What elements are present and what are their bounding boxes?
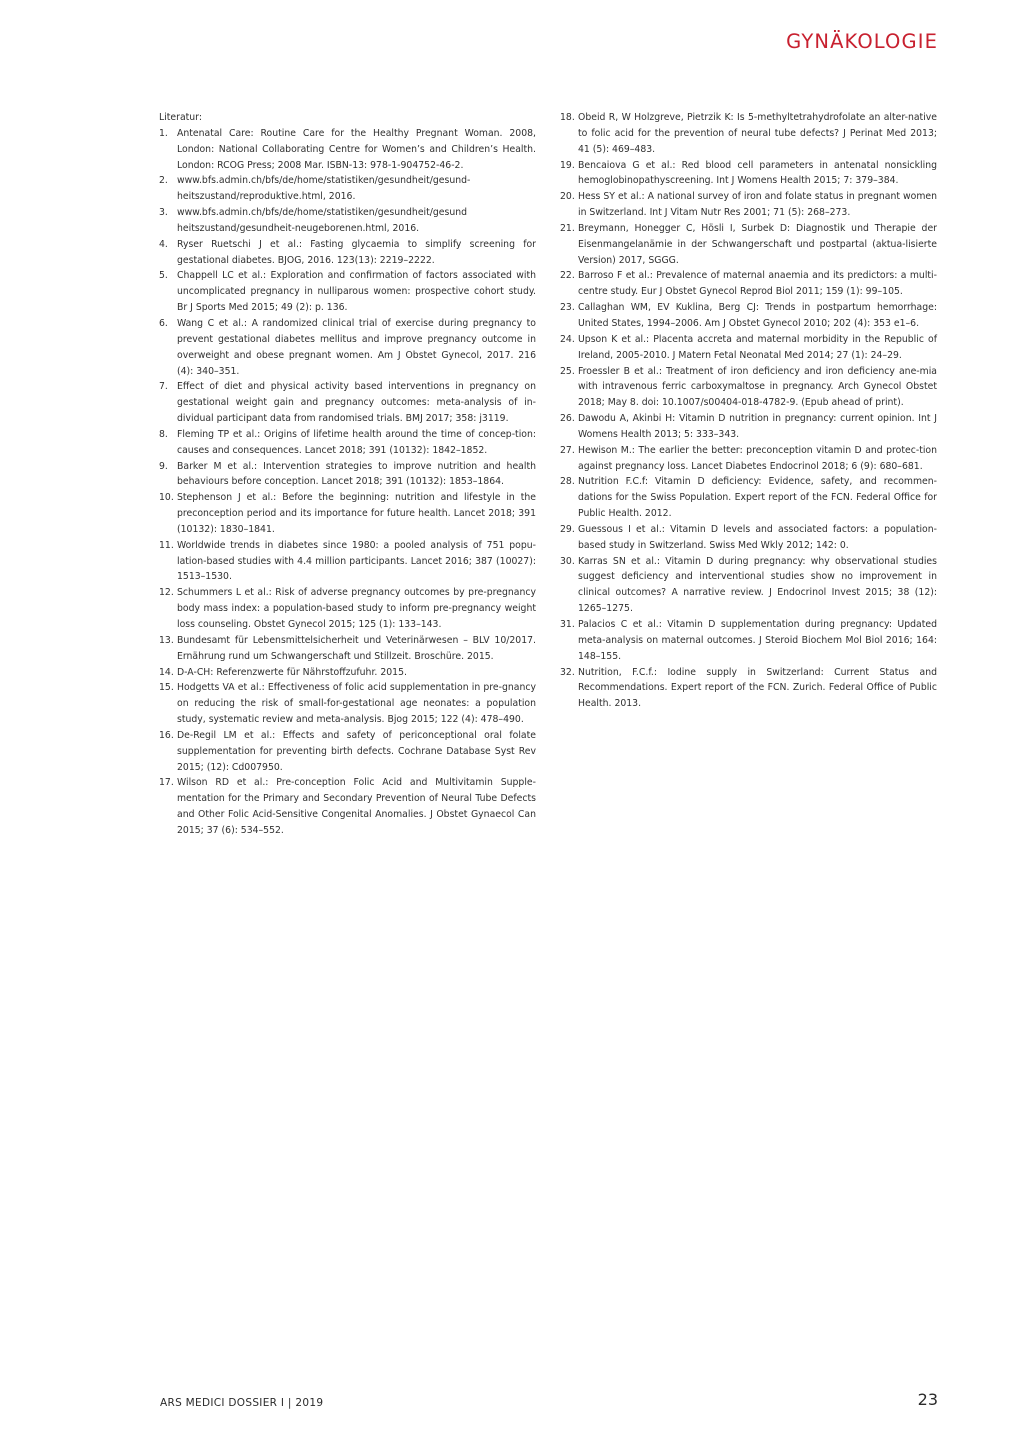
reference-item bbox=[159, 585, 536, 633]
page-number: 23 bbox=[917, 1390, 938, 1409]
reference-number: 20. bbox=[560, 191, 575, 203]
reference-text: Effect of diet and physical activity based interventions in pregnancy on gestational weight gain and pregnancy outcomes: meta-analysis of in-dividual participant data from randomised trials. BMJ 2017; 358: j3119. bbox=[177, 381, 536, 425]
reference-number: 5. bbox=[159, 270, 168, 282]
reference-item bbox=[159, 665, 536, 681]
references-left-column bbox=[159, 110, 536, 839]
reference-text: D-A-CH: Referenzwerte für Nährstoffzufuhr. 2015. bbox=[177, 666, 407, 678]
reference-item bbox=[159, 459, 536, 491]
reference-text: Guessous I et al.: Vitamin D levels and associated factors: a population-based study in Switzerland. Swiss Med Wkly 2012; 142: 0. bbox=[578, 523, 937, 551]
reference-text: Palacios C et al.: Vitamin D supplementation during pregnancy: Updated meta-analysis on maternal outcomes. J Steroid Biochem Mol Biol 2016; 164: 148–155. bbox=[578, 619, 937, 662]
reference-number: 11. bbox=[159, 539, 174, 551]
reference-number: 9. bbox=[159, 460, 168, 472]
reference-text: Breymann, Honegger C, Hösli I, Surbek D: Diagnostik und Therapie der Eisenmangelanämie in der Schwangerschaft und postpartal (aktua-lisierte Version) 2017, SGGG. bbox=[578, 222, 937, 266]
reference-item bbox=[159, 316, 536, 379]
reference-number: 17. bbox=[159, 777, 174, 789]
reference-number: 12. bbox=[159, 587, 174, 599]
reference-text: www.bfs.admin.ch/bfs/de/home/statistiken/gesundheit/gesund-heitszustand/reproduktive.html, 2016. bbox=[177, 175, 471, 203]
reference-item bbox=[560, 665, 937, 713]
reference-item bbox=[560, 443, 937, 475]
reference-text: Dawodu A, Akinbi H: Vitamin D nutrition in pregnancy: current opinion. Int J Womens Health 2013; 5: 333–343. bbox=[578, 413, 937, 440]
reference-text: Hewison M.: The earlier the better: preconception vitamin D and protec-tion against pregnancy loss. Lancet Diabetes Endocrinol 2018; 6 (9): 680–681. bbox=[578, 444, 937, 472]
reference-text: Wilson RD et al.: Pre-conception Folic Acid and Multivitamin Supple-mentation for the Primary and Secondary Prevention of Neural Tube Defects and Other Folic Acid-Sensitive Congenital Anomalies. J Obstet Gynaecol Can 2015; 37 (6): 534–552. bbox=[177, 777, 536, 836]
reference-number: 31. bbox=[560, 619, 575, 630]
reference-item bbox=[560, 221, 937, 269]
reference-text: Bencaiova G et al.: Red blood cell parameters in antenatal nonsickling hemoglobinopathyscreening. Int J Womens Health 2015; 7: 379–384. bbox=[578, 159, 937, 187]
reference-number: 29. bbox=[560, 523, 575, 535]
reference-item bbox=[560, 411, 937, 443]
reference-item bbox=[159, 427, 536, 459]
reference-number: 3. bbox=[159, 207, 168, 219]
reference-number: 25. bbox=[560, 365, 575, 377]
reference-item bbox=[159, 538, 536, 586]
reference-item bbox=[560, 189, 937, 221]
reference-number: 19. bbox=[560, 159, 575, 171]
reference-text: Schummers L et al.: Risk of adverse pregnancy outcomes by pre-pregnancy body mass index: a population-based study to inform pre-pregnancy weight loss counseling. Obstet Gynecol 2015; 125 (1): 133–143. bbox=[177, 587, 536, 630]
reference-item bbox=[159, 126, 536, 174]
reference-text: De-Regil LM et al.: Effects and safety of periconceptional oral folate supplementation for preventing birth defects. Cochrane Database Syst Rev 2015; (12): Cd007950. bbox=[177, 729, 536, 773]
reference-number: 6. bbox=[159, 317, 168, 329]
reference-text: Wang C et al.: A randomized clinical trial of exercise during pregnancy to prevent gestational diabetes mellitus and improve pregnancy outcome in overweight and obese pregnant women. Am J Obstet Gynecol, 2017. 216 (4): 340–351. bbox=[177, 317, 536, 377]
reference-text: Upson K et al.: Placenta accreta and maternal morbidity in the Republic of Ireland, 2005-2010. J Matern Fetal Neonatal Med 2014; 27 (1): 24–29. bbox=[578, 333, 937, 361]
reference-text: Hess SY et al.: A national survey of iron and folate status in pregnant women in Switzerland. Int J Vitam Nutr Res 2001; 71 (5): 268–273. bbox=[578, 191, 937, 219]
reference-list-left bbox=[159, 126, 536, 839]
references-heading: Literatur: bbox=[159, 112, 202, 123]
reference-text: www.bfs.admin.ch/bfs/de/home/statistiken/gesundheit/gesund heitszustand/gesundheit-neugeborenen.html, 2016. bbox=[177, 207, 468, 234]
reference-number: 8. bbox=[159, 428, 168, 440]
reference-number: 26. bbox=[560, 413, 575, 425]
reference-text: Karras SN et al.: Vitamin D during pregnancy: why observational studies suggest deficiency and interventional studies show no improvement in clinical outcomes? A narrative review. J Endocrinol Invest 2015; 38 (12): 1265–1275. bbox=[578, 555, 937, 615]
reference-number: 21. bbox=[560, 222, 575, 234]
reference-item bbox=[560, 554, 937, 617]
reference-item bbox=[560, 522, 937, 554]
reference-item bbox=[560, 364, 937, 412]
reference-text: Worldwide trends in diabetes since 1980: a pooled analysis of 751 popu-lation-based studies with 4.4 million participants. Lancet 2016; 387 (10027): 1513–1530. bbox=[177, 539, 536, 583]
reference-number: 22. bbox=[560, 270, 575, 282]
reference-text: Barroso F et al.: Prevalence of maternal anaemia and its predictors: a multi-centre study. Eur J Obstet Gynecol Reprod Biol 2011; 159 (1): 99–105. bbox=[578, 270, 937, 298]
reference-number: 1. bbox=[159, 127, 168, 139]
reference-item bbox=[560, 300, 937, 332]
reference-text: Chappell LC et al.: Exploration and confirmation of factors associated with uncomplicated pregnancy in nulliparous women: prospective cohort study. Br J Sports Med 2015; 49 (2): p. 136. bbox=[177, 270, 536, 314]
reference-text: Nutrition, F.C.f.: Iodine supply in Switzerland: Current Status and Recommendations. Expert report of the FCN. Zurich. Federal Office of Public Health. 2013. bbox=[578, 666, 937, 710]
reference-item bbox=[560, 158, 937, 190]
reference-number: 13. bbox=[159, 634, 174, 646]
reference-text: Hodgetts VA et al.: Effectiveness of folic acid supplementation in pre-gnancy on reducing the risk of small-for-gestational age neonates: a population study, systematic review and meta-analysis. Bjog 2015; 122 (4): 478–490. bbox=[177, 682, 536, 726]
reference-item bbox=[159, 173, 536, 205]
reference-item bbox=[560, 474, 937, 522]
reference-item bbox=[159, 775, 536, 838]
reference-number: 23. bbox=[560, 302, 575, 314]
reference-number: 27. bbox=[560, 444, 575, 456]
reference-item bbox=[560, 617, 937, 665]
reference-number: 16. bbox=[159, 729, 174, 741]
reference-text: Fleming TP et al.: Origins of lifetime health around the time of concep-tion: causes and consequences. Lancet 2018; 391 (10132): 1842–1852. bbox=[177, 428, 536, 456]
reference-number: 2. bbox=[159, 175, 168, 187]
reference-item bbox=[159, 205, 536, 237]
reference-number: 30. bbox=[560, 555, 575, 567]
reference-item bbox=[159, 680, 536, 728]
reference-list-right bbox=[560, 110, 937, 712]
reference-number: 14. bbox=[159, 666, 174, 678]
reference-text: Stephenson J et al.: Before the beginning: nutrition and lifestyle in the preconception period and its importance for future health. Lancet 2018; 391 (10132): 1830–1841. bbox=[177, 492, 536, 535]
reference-item bbox=[159, 633, 536, 665]
references-right-column bbox=[560, 110, 937, 712]
reference-item bbox=[560, 268, 937, 300]
reference-number: 28. bbox=[560, 476, 575, 488]
publication-footer: ARS MEDICI DOSSIER I | 2019 bbox=[160, 1397, 324, 1409]
reference-item bbox=[159, 268, 536, 316]
section-title: GYNÄKOLOGIE bbox=[786, 30, 938, 53]
reference-text: Antenatal Care: Routine Care for the Healthy Pregnant Woman. 2008, London: National Collaborating Centre for Women’s and Children’s Health. London: RCOG Press; 2008 Mar. ISBN-13: 978-1-904752-46-2. bbox=[177, 127, 536, 171]
reference-number: 4. bbox=[159, 238, 168, 250]
reference-text: Barker M et al.: Intervention strategies to improve nutrition and health behaviours before conception. Lancet 2018; 391 (10132): 1853–1864. bbox=[177, 460, 536, 488]
reference-number: 24. bbox=[560, 333, 575, 345]
reference-text: Nutrition F.C.f: Vitamin D deficiency: Evidence, safety, and recommen-dations for the Swiss Population. Expert report of the FCN. Federal Office for Public Health. 2012. bbox=[578, 476, 937, 520]
reference-text: Bundesamt für Lebensmittelsicherheit und Veterinärwesen – BLV 10/2017. Ernährung rund um Schwangerschaft und Stillzeit. Broschüre. 2015. bbox=[177, 634, 536, 662]
reference-text: Froessler B et al.: Treatment of iron deficiency and iron deficiency ane-mia with intravenous ferric carboxymaltose in pregnancy. Arch Gynecol Obstet 2018; May 8. doi: 10.1007/s00404-018-4782-9. (Epub ahead of print). bbox=[578, 365, 937, 409]
reference-item bbox=[159, 379, 536, 427]
reference-text: Ryser Ruetschi J et al.: Fasting glycaemia to simplify screening for gestational diabetes. BJOG, 2016. 123(13): 2219–2222. bbox=[177, 238, 536, 266]
reference-number: 15. bbox=[159, 682, 174, 694]
reference-number: 32. bbox=[560, 666, 575, 678]
reference-item bbox=[560, 332, 937, 364]
reference-text: Callaghan WM, EV Kuklina, Berg CJ: Trends in postpartum hemorrhage: United States, 1994–2006. Am J Obstet Gynecol 2010; 202 (4): 353 e1–6. bbox=[578, 302, 937, 329]
reference-number: 10. bbox=[159, 492, 174, 504]
reference-number: 7. bbox=[159, 381, 168, 393]
reference-item bbox=[159, 728, 536, 776]
reference-item bbox=[560, 110, 937, 158]
reference-item bbox=[159, 237, 536, 269]
reference-item bbox=[159, 490, 536, 538]
reference-text: Obeid R, W Holzgreve, Pietrzik K: Is 5-methyltetrahydrofolate an alter-native to folic acid for the prevention of neural tube defects? J Perinat Med 2013; 41 (5): 469–483. bbox=[578, 112, 937, 155]
reference-number: 18. bbox=[560, 112, 575, 123]
